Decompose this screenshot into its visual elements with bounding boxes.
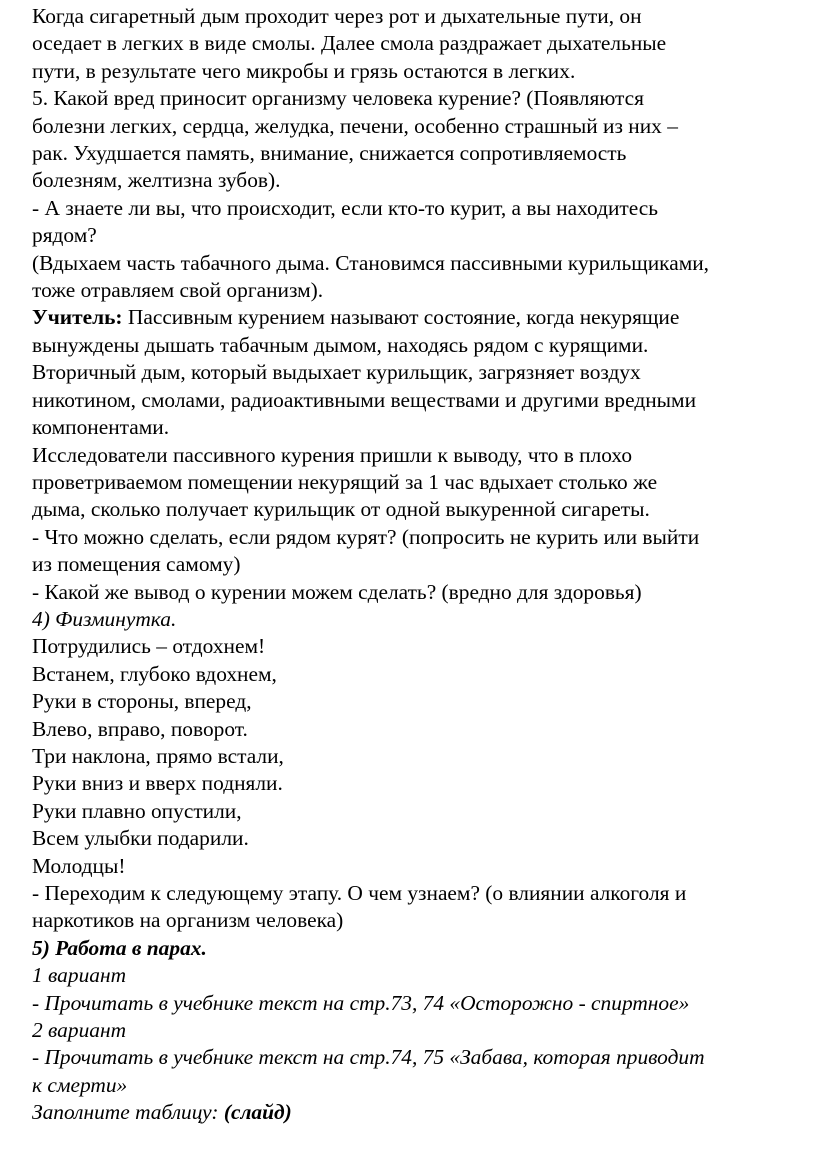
line-text: проветриваемом помещении некурящий за 1 час вдыхает столько же [32, 469, 658, 494]
line-text: 5. Какой вред приносит организму человека курение? (Появляются [32, 86, 644, 111]
text-line [32, 990, 802, 1017]
text-line [32, 496, 802, 523]
document-page [32, 3, 802, 1127]
line-italic-text: 2 вариант [32, 1018, 127, 1043]
line-text: Когда сигаретный дым проходит через рот и дыхательные пути, он [32, 4, 642, 28]
line-italic-text: 4) Физминутка. [32, 606, 177, 631]
line-text: - А знаете ли вы, что происходит, если кто-то курит, а вы находитесь [32, 195, 659, 220]
line-text: - Переходим к следующему этапу. О чем узнаем? (о влиянии алкоголя и [32, 881, 687, 905]
line-text: тоже отравляем свой организм). [32, 278, 324, 303]
line-text: Исследователи пассивного курения пришли к выводу, что в плохо [32, 442, 633, 467]
text-line [32, 469, 802, 496]
text-line [32, 359, 802, 386]
text-line [32, 195, 802, 222]
text-line [32, 140, 802, 167]
line-text: Три наклона, прямо встали, [32, 743, 284, 768]
text-line [32, 688, 802, 715]
text-line [32, 442, 802, 469]
text-line [32, 30, 802, 57]
line-italic-text: Заполните таблицу: [32, 1100, 224, 1125]
text-line [32, 770, 802, 797]
text-line [32, 551, 802, 578]
line-text: (Вдыхаем часть табачного дыма. Становимся пассивными курильщиками, [32, 250, 710, 275]
line-text: рак. Ухудшается память, внимание, снижается сопротивляемость [32, 141, 627, 166]
line-italic-text: к смерти» [32, 1072, 128, 1097]
text-line [32, 277, 802, 304]
line-text: дыма, сколько получает курильщик от одной выкуренной сигареты. [32, 497, 650, 522]
text-line [32, 387, 802, 414]
line-bold-text: Учитель: [32, 305, 123, 330]
line-text: пути, в результате чего микробы и грязь остаются в легких. [32, 58, 576, 83]
text-line [32, 853, 802, 880]
text-line [32, 907, 802, 934]
line-text: Встанем, глубоко вдохнем, [32, 661, 277, 686]
text-line [32, 743, 802, 770]
line-text: - Какой же вывод о курении можем сделать? (вредно для здоровья) [32, 579, 642, 604]
text-line [32, 3, 802, 30]
line-text: Молодцы! [32, 853, 126, 878]
text-line [32, 1044, 802, 1071]
text-line [32, 304, 802, 331]
line-text: рядом? [32, 223, 97, 248]
text-line [32, 798, 802, 825]
line-text: вынуждены дышать табачным дымом, находясь рядом с курящими. [32, 332, 649, 357]
text-line [32, 633, 802, 660]
line-text: болезни легких, сердца, желудка, печени, особенно страшный из них – [32, 113, 678, 138]
line-text: Руки плавно опустили, [32, 798, 242, 823]
line-text: компонентами. [32, 415, 170, 440]
line-text: - Что можно сделать, если рядом курят? (попросить не курить или выйти [32, 524, 700, 549]
text-line [32, 524, 802, 551]
line-italic-text: - Прочитать в учебнике текст на стр.74, 75 «Забава, которая приводит [32, 1045, 705, 1070]
text-line [32, 85, 802, 112]
line-italic-text: - Прочитать в учебнике текст на стр.73, 74 «Осторожно - спиртное» [32, 990, 690, 1015]
text-line [32, 661, 802, 688]
line-text: из помещения самому) [32, 552, 241, 577]
text-line [32, 167, 802, 194]
text-line [32, 825, 802, 852]
line-text: Руки вниз и вверх подняли. [32, 771, 283, 796]
text-line [32, 716, 802, 743]
line-text: Всем улыбки подарили. [32, 826, 249, 851]
line-italic-text: 1 вариант [32, 963, 127, 988]
line-text: болезням, желтизна зубов). [32, 168, 281, 193]
text-line [32, 1017, 802, 1044]
line-text: Потрудились – отдохнем! [32, 634, 266, 659]
line-text: оседает в легких в виде смолы. Далее смола раздражает дыхательные [32, 31, 667, 56]
line-text: наркотиков на организм человека) [32, 908, 344, 933]
text-line [32, 58, 802, 85]
line-text: Влево, вправо, поворот. [32, 716, 248, 741]
line-text: Руки в стороны, вперед, [32, 689, 252, 714]
text-line [32, 1099, 802, 1126]
text-line [32, 250, 802, 277]
line-text: Пассивным курением называют состояние, когда некурящие [122, 305, 680, 330]
text-line [32, 414, 802, 441]
line-text: Вторичный дым, который выдыхает курильщик, загрязняет воздух [32, 360, 641, 385]
text-line [32, 222, 802, 249]
text-line [32, 962, 802, 989]
line-bolditalic-text: (слайд) [223, 1100, 292, 1125]
text-line [32, 935, 802, 962]
text-line [32, 579, 802, 606]
text-line [32, 113, 802, 140]
text-line [32, 880, 802, 907]
text-line [32, 332, 802, 359]
text-line [32, 1072, 802, 1099]
line-bolditalic-text: 5) Работа в парах. [32, 935, 207, 960]
text-line [32, 606, 802, 633]
line-text: никотином, смолами, радиоактивными веществами и другими вредными [32, 387, 697, 412]
